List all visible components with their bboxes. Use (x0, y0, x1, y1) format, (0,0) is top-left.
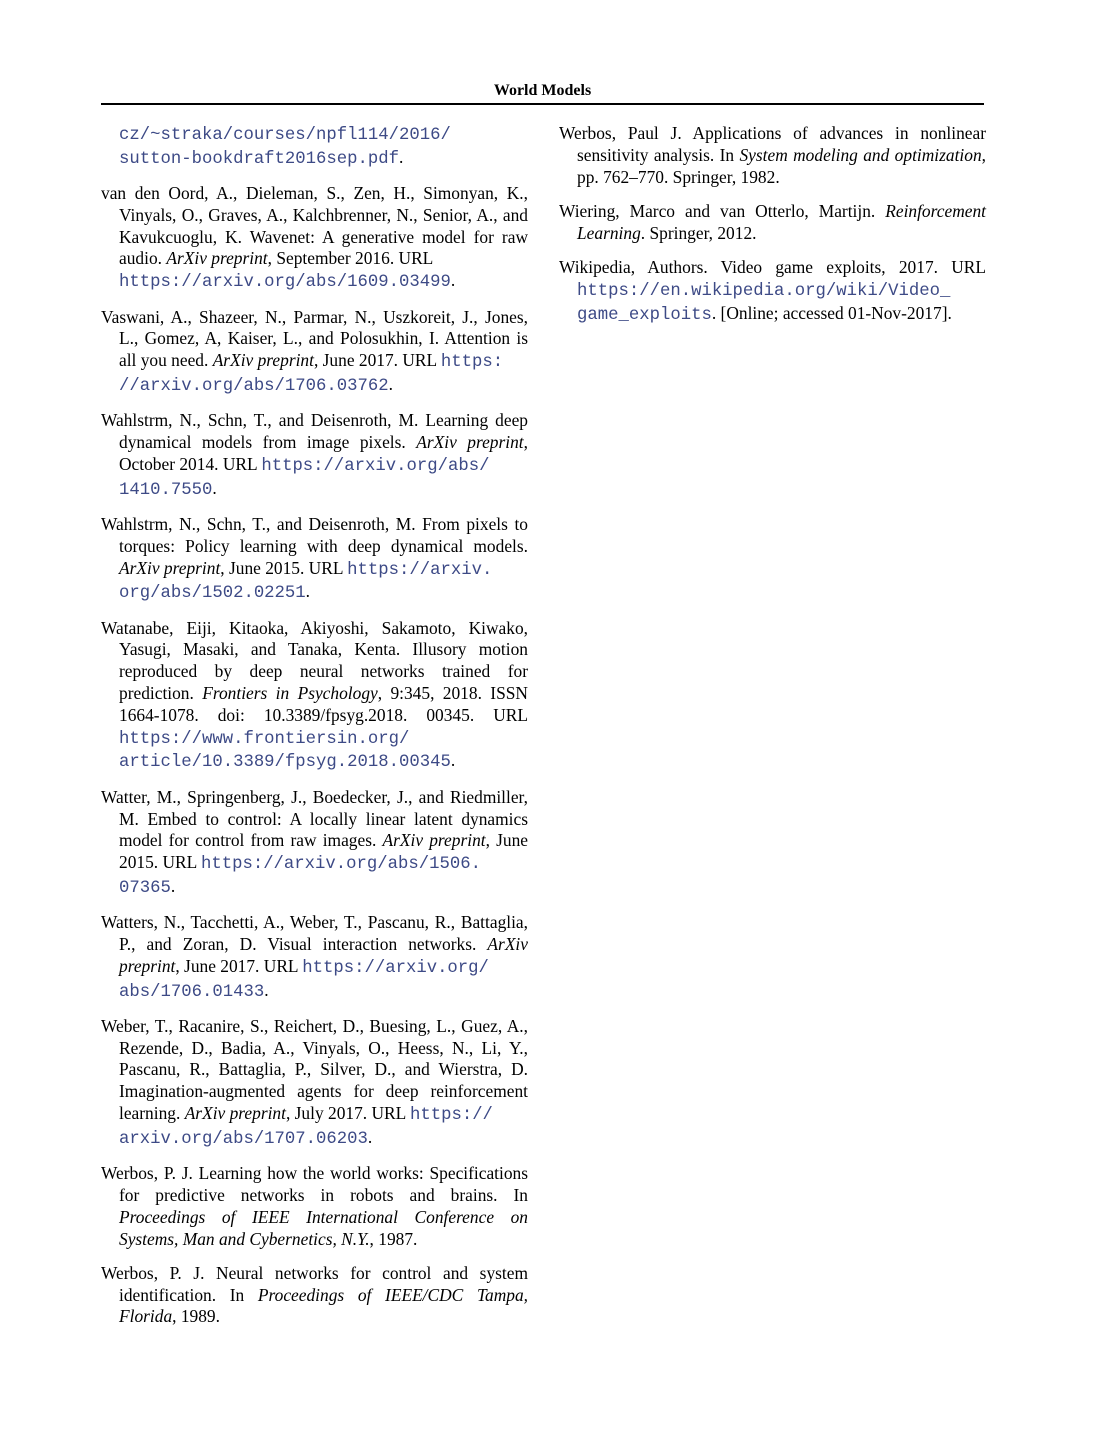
reference-entry (101, 1016, 528, 1151)
reference-entry (101, 787, 528, 900)
reference-text: , July 2017. URL (285, 1103, 410, 1124)
reference-text: , 1989. (172, 1306, 220, 1327)
reference-text: . Springer, 2012. (640, 222, 757, 243)
reference-text: Wahlstrm, N., Schn, T., and Deisenroth, M. Learning deep dynamical models from image pixels. (101, 410, 528, 453)
reference-url-link[interactable]: arxiv.org/abs/1707.06203 (119, 1129, 368, 1149)
references-left-column (101, 123, 528, 1341)
reference-venue: ArXiv preprint (212, 350, 314, 371)
reference-venue: ArXiv preprint (166, 248, 268, 269)
reference-entry (101, 123, 528, 171)
reference-url-link[interactable]: 1410.7550 (119, 480, 213, 500)
reference-url-link[interactable]: https://www.frontiersin.org/ (119, 729, 410, 749)
reference-venue: Frontiers in Psychology (202, 683, 378, 704)
reference-text: , pp. 762–770. Springer, 1982. (577, 144, 986, 187)
reference-text: , June 2015. URL (119, 830, 528, 873)
reference-url-link[interactable]: //arxiv.org/abs/1706.03762 (119, 376, 389, 396)
reference-text: . (399, 146, 404, 167)
reference-url-link[interactable]: https://arxiv.org/abs/1609.03499 (119, 273, 451, 293)
reference-text: Werbos, P. J. Learning how the world works: Specifications for predictive networks in robots and brains. In (101, 1163, 528, 1205)
reference-venue: ArXiv preprint (416, 432, 524, 453)
reference-url-link[interactable]: abs/1706.01433 (119, 982, 265, 1002)
reference-url-link[interactable]: org/abs/1502.02251 (119, 584, 306, 604)
reference-url-link[interactable]: https:// (409, 1106, 493, 1126)
reference-venue: Proceedings of IEEE/CDC Tampa, Florida (119, 1284, 529, 1327)
reference-text: . (212, 477, 217, 498)
reference-entry (559, 257, 986, 326)
reference-url-link[interactable]: https://arxiv.org/ (302, 958, 489, 978)
reference-entry (559, 123, 986, 188)
reference-text: Weber, T., Racanire, S., Reichert, D., Buesing, L., Guez, A., Rezende, D., Badia, A., Vinyals, O., Heess, N., Li, Y., Pascanu, R., Battaglia, P., Silver, D., and Wierstra, D. Imagination-augmented agents for deep reinforcement learning. (101, 1015, 528, 1124)
reference-text: . (305, 581, 311, 602)
reference-text: . (367, 1126, 373, 1147)
reference-text: Werbos, P. J. Neural networks for control and system identification. In (101, 1262, 528, 1305)
reference-url-link[interactable]: https://arxiv. (347, 560, 493, 580)
reference-text: Wiering, Marco and van Otterlo, Martijn. (559, 200, 886, 221)
reference-text: Watter, M., Springenberg, J., Boedecker, J., and Riedmiller, M. Embed to control: A locally linear latent dynamics model for control from raw images. (101, 786, 528, 851)
reference-text: , 9:345, 2018. ISSN 1664-1078. doi: 10.3389/fpsyg.2018. 00345. URL (119, 683, 528, 725)
reference-text: , 1987. (369, 1228, 418, 1249)
reference-url-link[interactable]: https: (440, 353, 504, 373)
reference-text: . (388, 373, 393, 394)
reference-url-link[interactable]: https://arxiv.org/abs/1506. (200, 855, 481, 875)
reference-text: Wikipedia, Authors. Video game exploits, 2017. URL (559, 256, 986, 277)
reference-entry (101, 1263, 528, 1328)
reference-venue: ArXiv preprint (119, 934, 528, 976)
reference-venue: Reinforcement Learning (577, 200, 986, 243)
reference-entry (559, 201, 986, 245)
reference-url-link[interactable]: 07365 (119, 878, 171, 898)
reference-entry (101, 410, 528, 501)
reference-text: , October 2014. URL (119, 432, 528, 474)
reference-url-link[interactable]: game_exploits (577, 305, 712, 325)
reference-text: . (264, 979, 269, 1000)
reference-text: . (170, 875, 176, 896)
reference-url-link[interactable]: https://arxiv.org/abs/ (261, 456, 490, 476)
reference-venue: ArXiv preprint (119, 557, 221, 578)
reference-text: Wahlstrm, N., Schn, T., and Deisenroth, M. From pixels to torques: Policy learning with deep dynamical models. (101, 513, 528, 556)
reference-venue: Proceedings of IEEE International Conference on Systems, Man and Cybernetics, N.Y. (119, 1206, 528, 1249)
reference-venue: ArXiv preprint (382, 830, 486, 851)
reference-text: , June 2017. URL (175, 955, 303, 976)
reference-url-link[interactable]: cz/~straka/courses/npfl114/2016/ (119, 126, 451, 145)
reference-text: Werbos, Paul J. Applications of advances in nonlinear sensitivity analysis. In (559, 123, 986, 165)
references-right-column (559, 123, 986, 339)
reference-text: , June 2017. URL (313, 350, 441, 371)
header-rule (101, 103, 984, 105)
reference-text: . (450, 750, 456, 771)
reference-text: , June 2015. URL (220, 557, 348, 578)
reference-text: . [Online; accessed 01-Nov-2017]. (711, 302, 952, 323)
reference-text: Watters, N., Tacchetti, A., Weber, T., Pascanu, R., Battaglia, P., and Zoran, D. Visual interaction networks. (101, 912, 528, 954)
reference-entry (101, 1163, 528, 1250)
reference-entry (101, 307, 528, 398)
reference-entry (101, 912, 528, 1003)
reference-text: van den Oord, A., Dieleman, S., Zen, H., Simonyan, K., Vinyals, O., Graves, A., Kalchbrenner, N., Senior, A., and Kavukcuoglu, K. Wavenet: A generative model for raw audio. (101, 183, 528, 269)
reference-entry (101, 618, 528, 775)
reference-entry (101, 514, 528, 605)
reference-url-link[interactable]: sutton-bookdraft2016sep.pdf (119, 149, 400, 169)
reference-url-link[interactable]: article/10.3389/fpsyg.2018.00345 (119, 753, 451, 773)
reference-venue: ArXiv preprint (184, 1103, 286, 1124)
reference-url-link[interactable]: https://en.wikipedia.org/wiki/Video_ (577, 281, 951, 301)
reference-text: Vaswani, A., Shazeer, N., Parmar, N., Uszkoreit, J., Jones, L., Gomez, A, Kaiser, L., and Polosukhin, I. Attention is all you need. (101, 306, 528, 371)
reference-venue: System modeling and optimization (739, 144, 982, 165)
reference-text: . (450, 270, 456, 291)
running-header: World Models (493, 82, 592, 99)
reference-entry (101, 183, 528, 294)
reference-text: , September 2016. URL (267, 248, 434, 269)
reference-text: Watanabe, Eiji, Kitaoka, Akiyoshi, Sakamoto, Kiwako, Yasugi, Masaki, and Tanaka, Kenta. Illusory motion reproduced by deep neural networks trained for prediction. (101, 617, 528, 704)
